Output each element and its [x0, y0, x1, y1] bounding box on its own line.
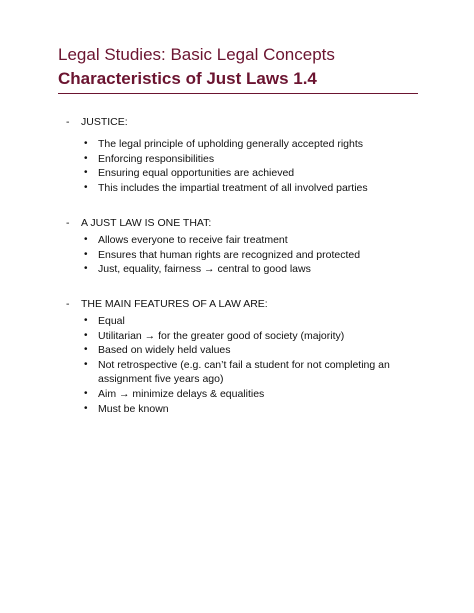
document-subtitle: Characteristics of Just Laws 1.4 [58, 69, 317, 88]
list-item: • Allows everyone to receive fair treatment [84, 234, 288, 246]
section-just-law [66, 216, 436, 277]
section-heading [66, 216, 436, 230]
bullet-icon: • [84, 387, 88, 399]
section-justice [66, 115, 436, 195]
bullet-icon: • [84, 358, 88, 370]
list-item: • Ensuring equal opportunities are achieved [84, 167, 295, 180]
list-item: • Equal [84, 315, 125, 327]
dash-marker: - [66, 116, 70, 128]
title-divider [58, 93, 418, 94]
section-heading-text: A JUST LAW IS ONE THAT: [81, 217, 212, 229]
bullet-list [66, 233, 436, 277]
section-heading-text: THE MAIN FEATURES OF A LAW ARE: [81, 298, 268, 310]
list-item: • Enforcing responsibilities [84, 152, 215, 165]
section-heading [66, 297, 436, 311]
section-main-features [66, 297, 436, 416]
bullet-list [66, 137, 436, 195]
bullet-icon: • [84, 263, 88, 275]
list-item: • Must be known [84, 402, 169, 415]
section-heading [66, 115, 436, 129]
section-heading-text: JUSTICE: [81, 116, 128, 128]
list-item: • Not retrospective (e.g. can’t fail a student for not completing an assignment five years ago) [84, 358, 393, 386]
dash-marker: - [66, 298, 70, 310]
bullet-icon: • [84, 152, 88, 164]
bullet-list [66, 314, 436, 416]
bullet-icon: • [84, 181, 88, 193]
bullet-icon: • [84, 402, 88, 414]
list-item: • This includes the impartial treatment of all involved parties [84, 181, 368, 194]
bullet-icon: • [84, 315, 88, 326]
document-title: Legal Studies: Basic Legal Concepts [58, 45, 335, 64]
dash-marker: - [66, 217, 70, 229]
bullet-icon: • [84, 138, 88, 149]
list-item: • The legal principle of upholding generally accepted rights [84, 138, 364, 150]
bullet-icon: • [84, 248, 88, 260]
list-item: • Based on widely held values [84, 344, 231, 357]
bullet-icon: • [84, 167, 88, 179]
list-item: • Aim → minimize delays & equalities [84, 387, 265, 400]
bullet-icon: • [84, 344, 88, 356]
list-item: • Utilitarian → for the greater good of society (majority) [84, 329, 345, 342]
bullet-icon: • [84, 329, 88, 341]
list-item: • Ensures that human rights are recognized and protected [84, 248, 361, 261]
list-item: • Just, equality, fairness → central to good laws [84, 263, 311, 276]
bullet-icon: • [84, 234, 88, 245]
